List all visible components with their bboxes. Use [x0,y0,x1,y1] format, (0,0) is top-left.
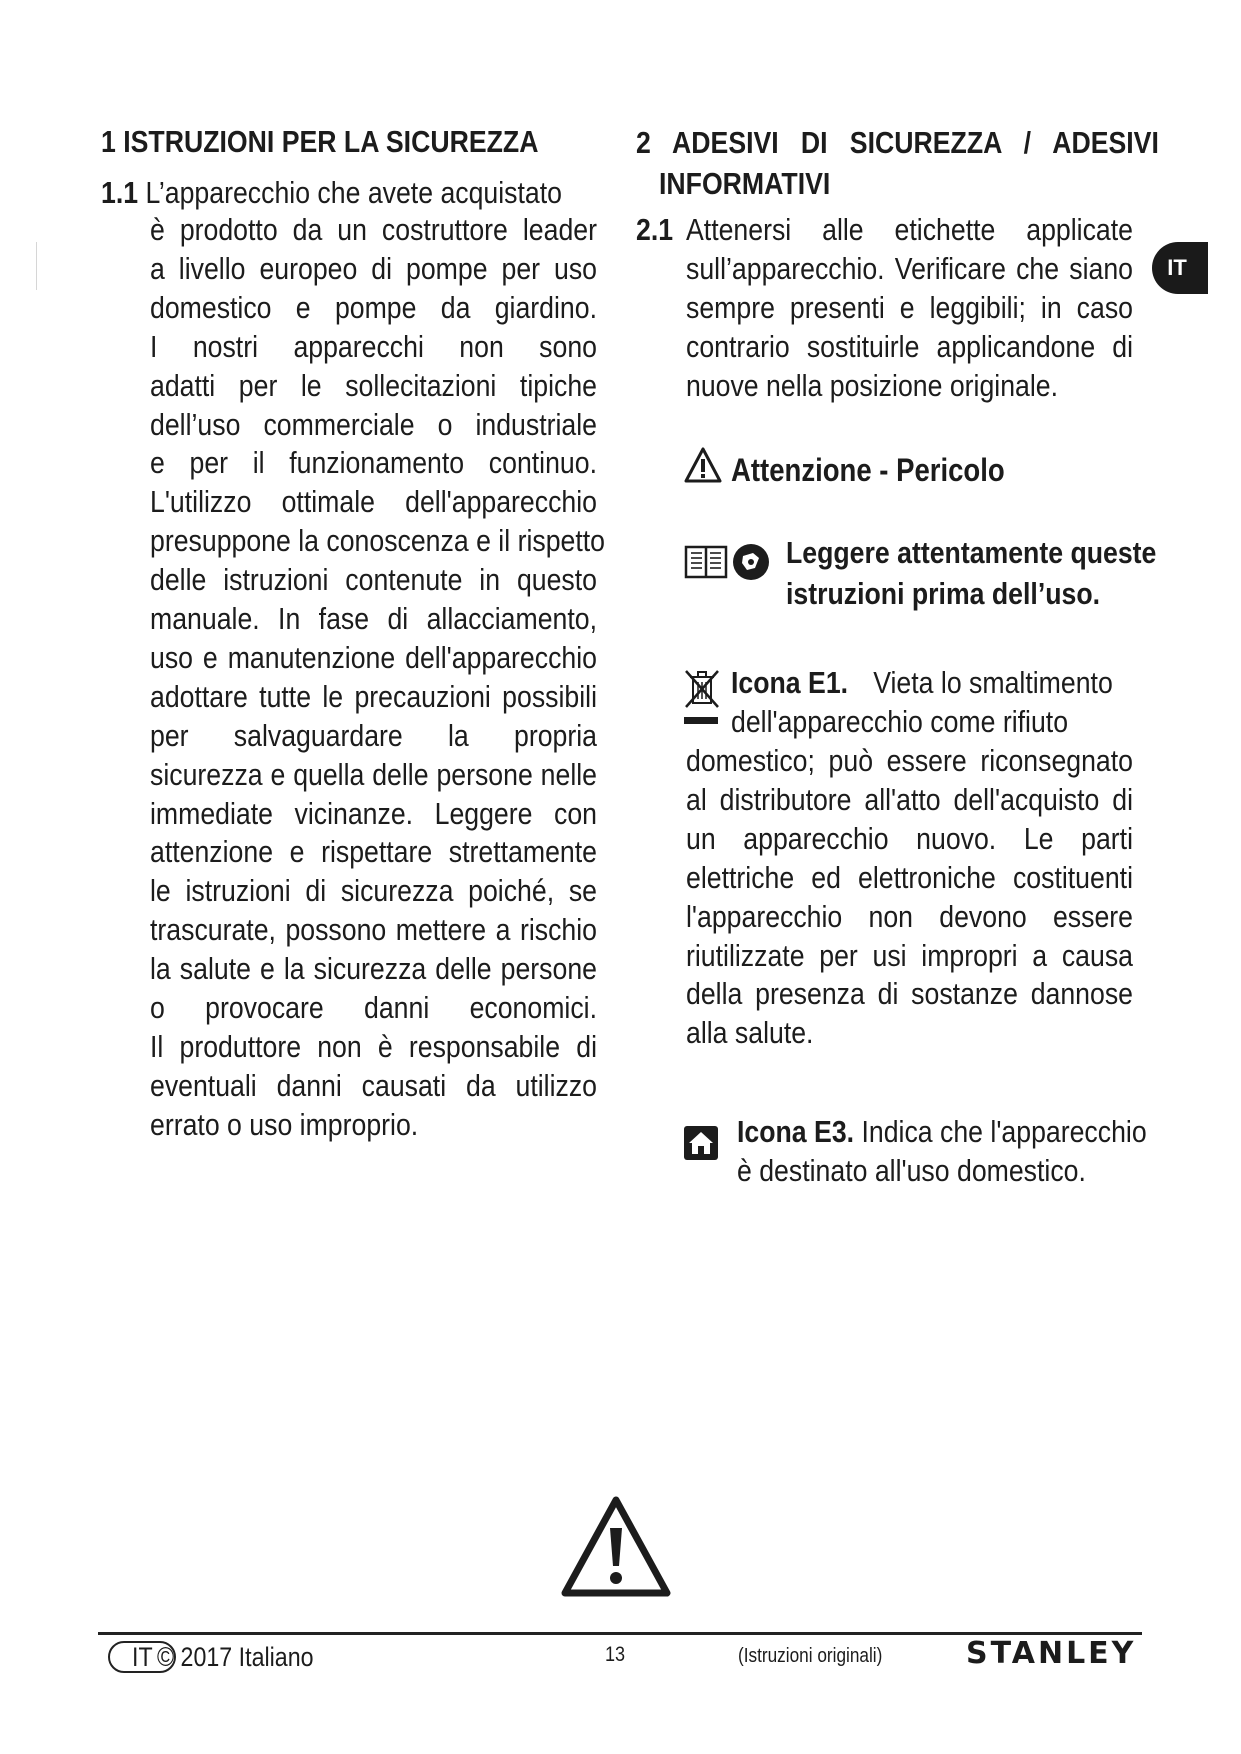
large-warning-icon [560,1494,672,1598]
section-1-text: I nostri apparecchi non sono [150,328,597,364]
section-1-line [150,211,597,249]
para-1-1-number: 1.1 [101,175,139,210]
footer-copyright: © 2017 Italiano [157,1642,314,1672]
section-1-line [150,367,597,405]
section-1-text: uso e manutenzione dell'apparecchio [150,639,597,675]
section-1-line [150,406,597,444]
section-1-line [150,444,597,482]
section-2-title [636,124,1159,162]
language-tab: IT [1152,242,1208,294]
read-instructions-icon [731,542,771,582]
section-1-line [150,872,597,910]
section-1-line [150,678,597,716]
section-1-text: errato o uso improprio. [150,1106,419,1142]
icon-e1-line [686,859,1133,897]
icon-e1-line [686,975,1133,1013]
section-1-text: è prodotto da un costruttore leader [150,212,597,247]
section-1-line [150,483,597,521]
section-1-line [150,756,597,794]
icon-e1-line [686,898,1133,936]
section-1-text: la salute e la sicurezza delle persone [150,951,597,987]
section-1-text: sicurezza e quella delle persone nelle [150,756,597,792]
icon-e1-label: Icona E1. [731,665,849,700]
section-1-line [150,1067,597,1105]
section-1-text: trascurate, possono mettere a rischio [150,912,597,948]
section-2-title-line1: 2 ADESIVI DI SICUREZZA / ADESIVI [636,125,1159,160]
section-1-text: adottare tutte le precauzioni possibili [150,678,597,714]
section-1-line [150,989,597,1027]
section-2-line [686,211,1133,249]
icon-e1-text: al distributore all'atto dell'acquisto di [686,781,1133,817]
icon-e1-line [686,742,1133,780]
icon-e1-text: domestico; può essere riconsegnato [686,743,1133,778]
section-2-line [686,250,1133,288]
page-number: 13 [605,1643,626,1666]
warning-label: Attenzione - Pericolo [731,452,1005,488]
margin-mark [36,242,37,290]
house-icon [683,1125,719,1161]
section-1-text: a livello europeo di pompe per uso [150,250,597,286]
icon-e3-second-line: è destinato all'uso domestico. [737,1153,1086,1188]
warning-triangle-icon [684,447,722,483]
section-1-text: manuale. In fase di allacciamento, [150,601,597,636]
footer-note: (Istruzioni originali) [738,1645,883,1667]
section-2-title-line2: INFORMATIVI [659,166,831,201]
section-1-text: domestico e pompe da giardino. [150,289,597,325]
icon-e1-text: alla salute. [686,1015,814,1051]
section-1-line [150,717,597,755]
icon-e1-line [686,781,1133,819]
read-instructions-line2: istruzioni prima dell’uso. [786,576,1101,611]
section-1-line [150,289,597,327]
para-1-1-line: L’apparecchio che avete acquistato [145,175,562,210]
icon-e1-text: Vieta lo smaltimento [873,665,1113,700]
section-1-line [150,833,597,871]
icon-e1-text: della presenza di sostanze dannose [686,976,1133,1012]
section-1-title: 1 ISTRUZIONI PER LA SICUREZZA [101,124,539,159]
section-2-text: Attenersi alle etichette applicate [686,212,1133,247]
section-1-text: immediate vicinanze. Leggere con [150,795,597,831]
icon-e1-line [686,820,1133,858]
section-2-text: sull’apparecchio. Verificare che siano [686,250,1133,286]
section-1-line [150,600,597,638]
section-1-text: le istruzioni di sicurezza poiché, se [150,873,597,909]
section-1-text: eventuali danni causati da utilizzo [150,1067,597,1103]
icon-e1-text: un apparecchio nuovo. Le parti [686,820,1133,856]
icon-e3-first-line [737,1113,1147,1151]
icon-e1-line [686,1014,1133,1052]
section-1-line [150,250,597,288]
icon-e3-label: Icona E3. [737,1114,855,1149]
section-2-line [686,328,1133,366]
icon-e1-text: elettriche ed elettroniche costituenti [686,859,1133,895]
section-1-line [150,639,597,677]
icon-e1-text: riutilizzate per usi impropri a causa [686,937,1133,973]
section-1-text: Il produttore non è responsabile di [150,1028,597,1064]
stanley-logo: STANLEY [966,1636,1137,1671]
section-1-line [150,328,597,366]
crossed-bin-icon [682,667,722,729]
section-1-text: e per il funzionamento continuo. [150,445,597,481]
section-1-text: presuppone la conoscenza e il rispetto [150,523,605,559]
icon-e3-text: Indica che l'apparecchio [861,1114,1147,1149]
section-1-line [150,561,597,599]
section-2-text: contrario sostituirle applicandone di [686,328,1133,364]
section-1-line [150,950,597,988]
section-2-text: sempre presenti e leggibili; in caso [686,289,1133,325]
section-1-text: per salvaguardare la propria [150,717,597,753]
manual-book-icon [684,544,728,580]
section-1-line [150,1106,597,1144]
icon-e1-first-line [731,664,1113,702]
section-1-line [150,911,597,949]
footer-language-code: IT [132,1642,153,1672]
icon-e1-text: l'apparecchio non devono essere [686,898,1133,934]
section-1-text: L'utilizzo ottimale dell'apparecchio [150,484,597,520]
read-instructions-line1: Leggere attentamente queste [786,535,1157,570]
section-2-text: nuove nella posizione originale. [686,367,1059,403]
section-2-line [686,289,1133,327]
section-1-text: delle istruzioni contenute in questo [150,562,597,598]
icon-e1-line [686,937,1133,975]
section-1-line [150,522,605,560]
para-2-1-number: 2.1 [636,212,674,247]
section-1-text: o provocare danni economici. [150,990,597,1025]
section-1-line [150,795,597,833]
icon-e1-second-line: dell'apparecchio come rifiuto [731,704,1069,739]
section-1-text: adatti per le sollecitazioni tipiche [150,367,597,403]
section-1-text: dell’uso commerciale o industriale [150,406,597,442]
section-1-line [150,1028,597,1066]
section-2-line [686,367,1133,405]
section-1-text: attenzione e rispettare strettamente [150,834,597,870]
footer-rule [98,1632,1142,1635]
